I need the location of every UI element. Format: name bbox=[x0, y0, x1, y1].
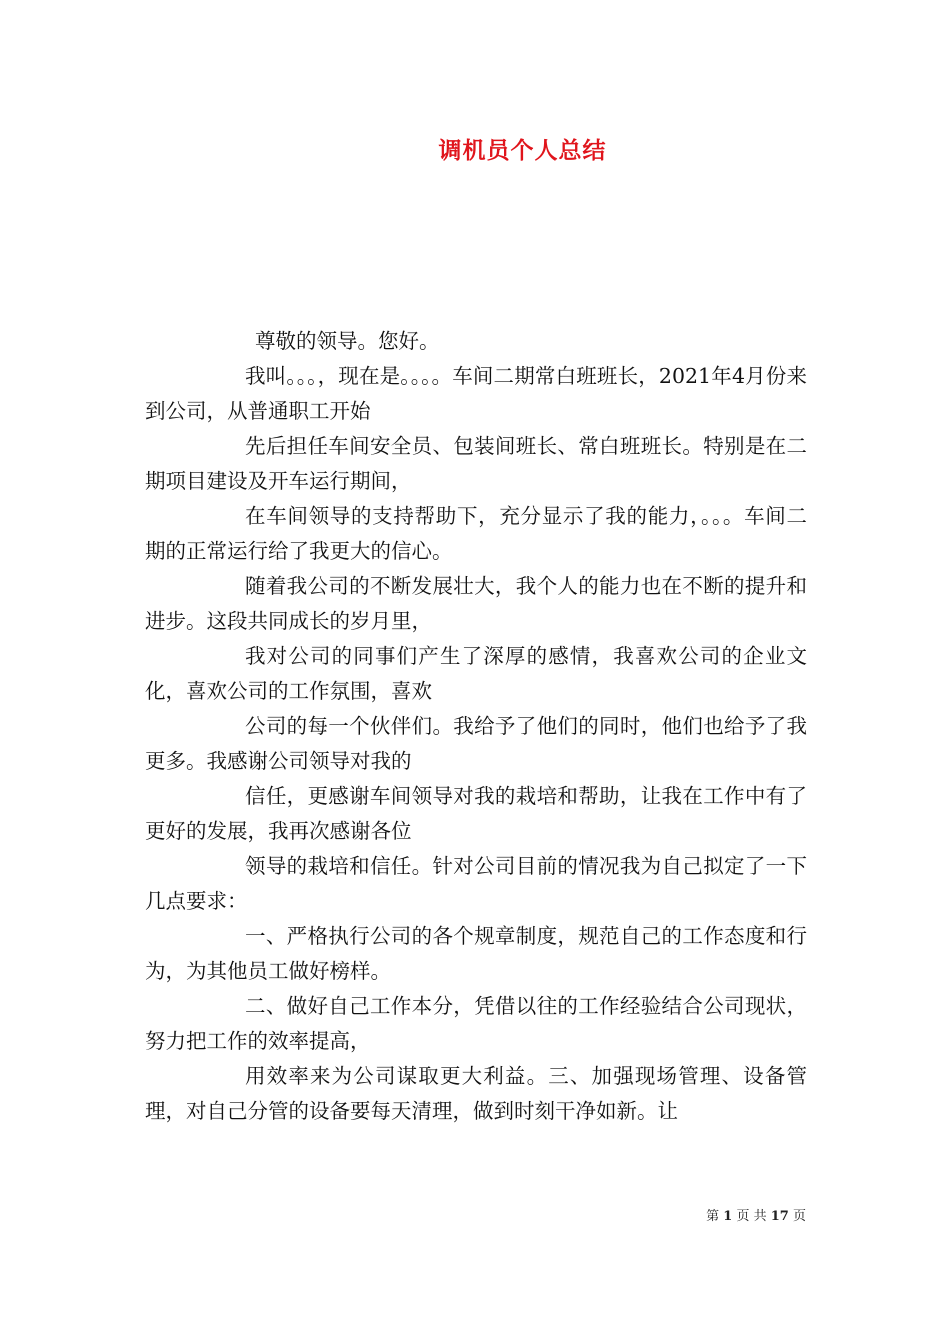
footer-prefix: 第 bbox=[706, 1209, 720, 1224]
document-title: 调机员个人总结 bbox=[438, 138, 607, 164]
paragraph: 二、做好自己工作本分，凭借以往的工作经验结合公司现状，努力把工作的效率提高， bbox=[145, 994, 807, 1053]
paragraph: 我对公司的同事们产生了深厚的感情，我喜欢公司的企业文化，喜欢公司的工作氛围，喜欢 bbox=[145, 644, 807, 703]
paragraph: 信任，更感谢车间领导对我的栽培和帮助，让我在工作中有了更好的发展，我再次感谢各位 bbox=[145, 784, 807, 843]
footer-total-pages: 17 bbox=[770, 1209, 789, 1224]
page-footer bbox=[706, 1205, 806, 1224]
paragraph: 公司的每一个伙伴们。我给予了他们的同时，他们也给予了我更多。我感谢公司领导对我的 bbox=[145, 714, 807, 773]
footer-current-page: 1 bbox=[723, 1209, 733, 1224]
paragraph: 我叫。。。，现在是。。。。车间二期常白班班长，2021年4月份来到公司，从普通职工开始 bbox=[145, 364, 807, 423]
document-body bbox=[145, 324, 807, 1129]
paragraph: 领导的栽培和信任。针对公司目前的情况我为自己拟定了一下几点要求： bbox=[145, 854, 807, 913]
paragraph: 在车间领导的支持帮助下，充分显示了我的能力，。。。车间二期的正常运行给了我更大的信心。 bbox=[145, 504, 807, 563]
footer-suffix: 页 bbox=[792, 1209, 806, 1224]
paragraph-greeting: 尊敬的领导。您好。 bbox=[255, 329, 440, 353]
paragraph: 用效率来为公司谋取更大利益。三、加强现场管理、设备管理，对自己分管的设备要每天清理，做到时刻干净如新。让 bbox=[145, 1064, 807, 1123]
paragraph: 一、严格执行公司的各个规章制度，规范自己的工作态度和行为，为其他员工做好榜样。 bbox=[145, 924, 807, 983]
paragraph: 先后担任车间安全员、包装间班长、常白班班长。特别是在二期项目建设及开车运行期间， bbox=[145, 434, 807, 493]
paragraph: 随着我公司的不断发展壮大，我个人的能力也在不断的提升和进步。这段共同成长的岁月里， bbox=[145, 574, 807, 633]
footer-middle: 页 共 bbox=[736, 1209, 767, 1224]
